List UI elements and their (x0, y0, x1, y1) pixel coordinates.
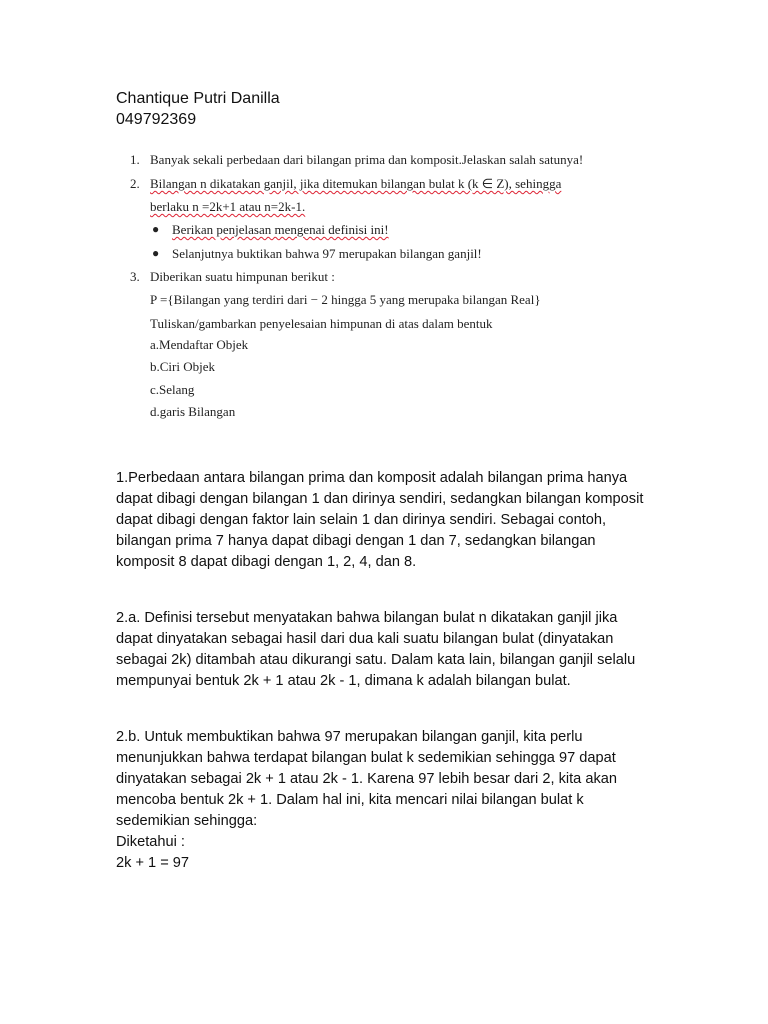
answer-2b-text: 2.b. Untuk membuktikan bahwa 97 merupakan bilangan ganjil, kita perlu menunjukkan bahwa terdapat bilangan bulat k sedemikian sehingga 97 dapat dinyatakan sebagai 2k + 1 atau 2k - 1. Karena 97 lebih besar dari 2, kita akan mencoba bentuk 2k + 1. Dalam hal ini, kita mencari nilai bilangan bulat k sedemikian sehingga: (116, 729, 617, 829)
question-3-line1: Diberikan suatu himpunan berikut : (150, 269, 335, 284)
header (116, 88, 280, 130)
question-3-line3: Tuliskan/gambarkan penyelesaian himpunan di atas dalam bentuk (150, 316, 493, 331)
question-2-line1: Bilangan n dikatakan ganjil, jika ditemukan bilangan bulat k (k ∈ Z), sehingga (150, 176, 562, 191)
question-2-bullet1-text: Berikan penjelasan mengenai definisi ini! (172, 222, 389, 237)
question-2-bullet2-text: Selanjutnya buktikan bahwa 97 merupakan bilangan ganjil! (172, 246, 482, 261)
option-c-text: c.Selang (150, 382, 195, 397)
question-3-line2: P ={Bilangan yang terdiri dari − 2 hingga 5 yang merupaka bilangan Real} (150, 292, 541, 307)
answer-1 (116, 468, 656, 573)
answers (116, 468, 656, 874)
question-3-number: 3. (130, 269, 140, 284)
option-a-text: a.Mendaftar Objek (150, 337, 249, 352)
answer-2b (116, 727, 656, 874)
question-1-text: Banyak sekali perbedaan dari bilangan prima dan komposit.Jelaskan salah satunya! (150, 152, 584, 167)
answer-2b-equation: 2k + 1 = 97 (116, 855, 190, 871)
answer-2b-known: Diketahui : (116, 834, 185, 850)
question-2-number: 2. (130, 176, 140, 191)
answer-2a (116, 608, 656, 692)
option-d-text: d.garis Bilangan (150, 404, 236, 419)
answer-1-text: 1.Perbedaan antara bilangan prima dan komposit adalah bilangan prima hanya dapat dibagi dengan bilangan 1 dan dirinya sendiri, sedangkan bilangan komposit dapat dibagi dengan faktor lain selain 1 dan dirinya sendiri. Sebagai contoh, bilangan prima 7 hanya dapat dibagi dengan 1 dan 7, sedangkan bilangan komposit 8 dapat dibagi dengan 1, 2, 4, dan 8. (116, 470, 644, 570)
bullet-icon: ● (152, 222, 160, 236)
answer-2a-text: 2.a. Definisi tersebut menyatakan bahwa bilangan bulat n dikatakan ganjil jika dapat dinyatakan sebagai hasil dari dua kali suatu bilangan bulat (dinyatakan sebagai 2k) ditambah atau dikurangi satu. Dalam kata lain, bilangan ganjil selalu mempunyai bentuk 2k + 1 atau 2k - 1, dimana k adalah bilangan bulat. (116, 610, 636, 689)
bullet-icon: ● (152, 246, 160, 260)
author-name: Chantique Putri Danilla (116, 90, 280, 107)
question-2-line2: berlaku n =2k+1 atau n=2k-1. (150, 199, 306, 214)
option-b-text: b.Ciri Objek (150, 359, 215, 374)
question-1-number: 1. (130, 152, 140, 167)
student-id: 049792369 (116, 111, 197, 128)
